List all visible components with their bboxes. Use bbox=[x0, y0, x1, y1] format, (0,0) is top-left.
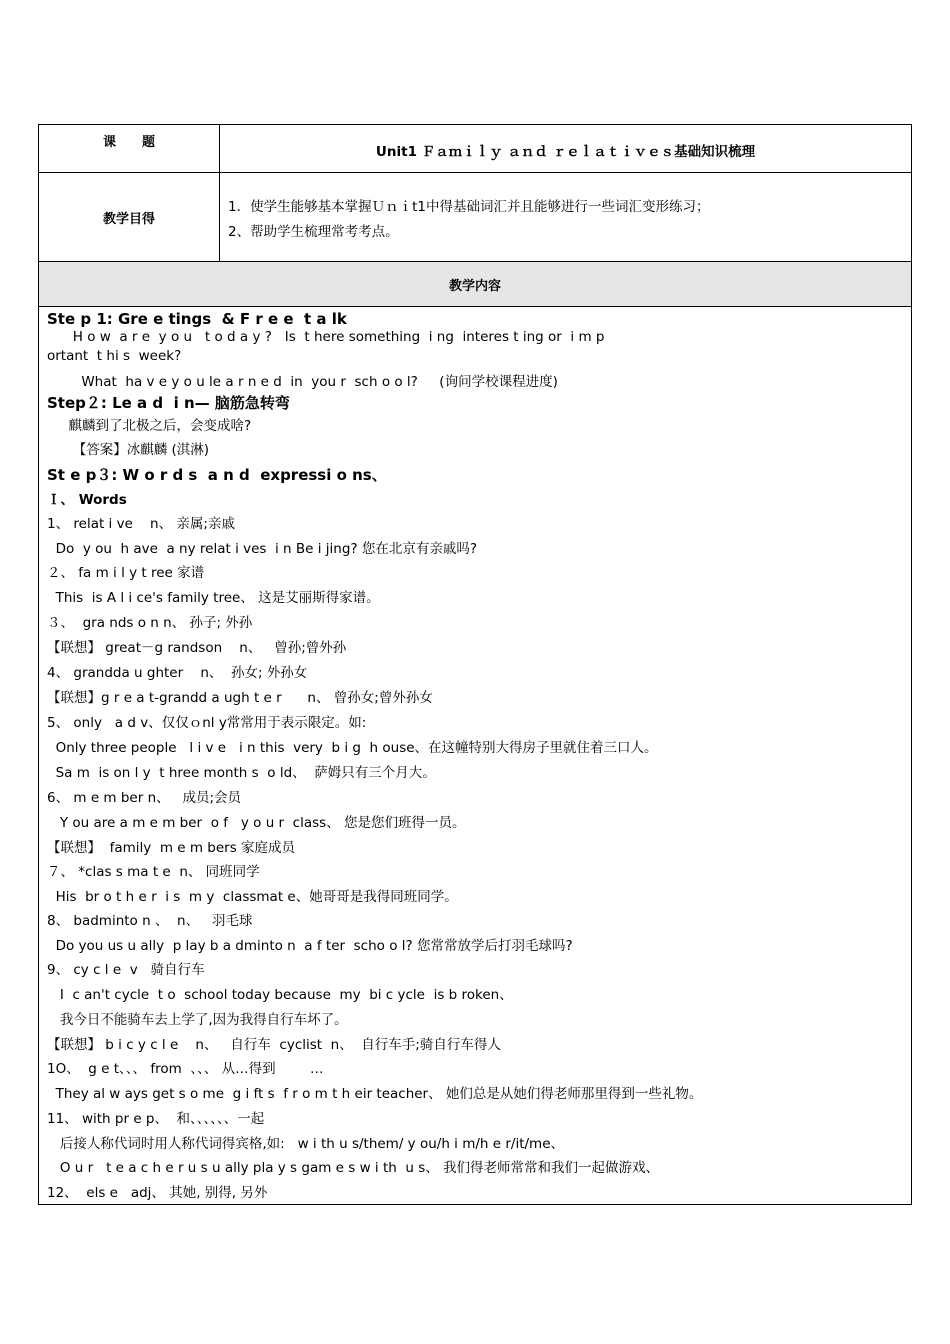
content-line: 11、 with pr e p、 和、、、、、、一起 bbox=[47, 1111, 265, 1127]
content-line: Do y ou h ave a ny relat i ves i n Be i jing? 您在北京有亲戚吗? bbox=[47, 541, 478, 557]
content-line: 我今日不能骑车去上学了,因为我得自行车坏了。 bbox=[47, 1012, 348, 1028]
topic-value-cell bbox=[220, 125, 911, 172]
topic-row bbox=[39, 125, 911, 173]
lesson-plan-table bbox=[38, 124, 912, 1205]
content-line: 【联想】 b i c y c l e n、 自行车 cyclist n、 自行车手;骑自行车得人 bbox=[47, 1037, 501, 1053]
content-line: Step２: Le a d i n— 脑筋急转弯 bbox=[47, 394, 290, 412]
content-line: ２、 fa m i l y t ree 家谱 bbox=[47, 565, 205, 581]
content-line: 【联想】 family m e m bers 家庭成员 bbox=[47, 840, 296, 856]
goal-label-cell bbox=[39, 173, 220, 261]
topic-title: Unit1 Ｆａｍｉｌｙ ａｎｄ ｒｅｌａｔｉｖｅｓ基础知识梳理 bbox=[375, 144, 756, 160]
content-line: 【联想】g r e a t-grandd a ugh t e r n、 曾孙女;曾外孙女 bbox=[47, 690, 433, 706]
content-line: 麒麟到了北极之后，会变成啥? bbox=[47, 418, 252, 434]
content-header: 教学内容 bbox=[448, 279, 501, 294]
content-line: Only three people l i v e i n this very b i g h ouse、在这幢特别大得房子里就住着三口人。 bbox=[47, 740, 658, 756]
content-line: Sa m is on l y t hree month s o ld、 萨姆只有三个月大。 bbox=[47, 765, 436, 781]
content-line: Y ou are a m e m ber o f y o u r class、 您是您们班得一员。 bbox=[47, 815, 466, 831]
content-line: H o w a r e y o u t o d a y ? Is t here something i ng interes t ing or i m p bbox=[47, 329, 605, 345]
content-body bbox=[39, 307, 911, 1204]
content-line: 【联想】 great－g randson n、 曾孙;曾外孙 bbox=[47, 640, 347, 656]
content-line: They al w ays get s o me g i ft s f r o m t h eir teacher、 她们总是从她们得老师那里得到一些礼物。 bbox=[47, 1086, 703, 1102]
content-line: 后接人称代词时用人称代词得宾格,如: w i th u s/them/ y ou/h i m/h e r/it/me、 bbox=[47, 1136, 565, 1152]
content-line: Do you us u ally p lay b a dminto n a f ter scho o l? 您常常放学后打羽毛球吗? bbox=[47, 938, 573, 954]
goal-item-2: 2、帮助学生梳理常考考点。 bbox=[228, 224, 399, 240]
goal-value-cell bbox=[220, 173, 911, 261]
content-line: 6、 m e m ber n、 成员;会员 bbox=[47, 790, 242, 806]
topic-label: 课 题 bbox=[102, 135, 155, 150]
content-line: I c an't cycle t o school today because my bi c ycle is b roken、 bbox=[47, 987, 513, 1003]
content-line: This is A l i ce's family tree、 这是艾丽斯得家谱。 bbox=[47, 590, 380, 606]
content-line: ortant t hi s week? bbox=[47, 348, 182, 364]
content-line: 1、 relat i ve n、 亲属;亲戚 bbox=[47, 516, 235, 532]
content-line: O u r t e a c h e r u s u ally pla y s gam e s w i th u s、 我们得老师常常和我们一起做游戏、 bbox=[47, 1160, 660, 1176]
goal-label: 教学目得 bbox=[102, 212, 155, 227]
content-line: 1O、 g e t、、、 from 、、、 从…得到 … bbox=[47, 1061, 324, 1077]
content-line: What ha v e y o u le a r n e d in you r sch o o l? (询问学校课程进度) bbox=[47, 374, 558, 390]
goal-item-1: 1．使学生能够基本掌握Ｕｎｉt1中得基础词汇并且能够进行一些词汇变形练习； bbox=[228, 199, 710, 215]
content-line: St e p３: W o r d s a n d expressi o ns、 bbox=[47, 466, 387, 484]
content-line: Ｉ、 Words bbox=[47, 492, 127, 508]
content-line: 8、 badminto n 、 n、 羽毛球 bbox=[47, 913, 253, 929]
content-line: ７、 *clas s ma t e n、 同班同学 bbox=[47, 864, 260, 880]
content-line: ３、 gra nds o n n、 孙子; 外孙 bbox=[47, 615, 253, 631]
content-line: His br o t h e r i s m y classmat e、她哥哥是我得同班同学。 bbox=[47, 889, 458, 905]
content-line: Ste p 1: Gre e tings & F r e e t a lk bbox=[47, 310, 347, 328]
topic-label-cell bbox=[39, 125, 220, 172]
content-line: 4、 grandda u ghter n、 孙女; 外孙女 bbox=[47, 665, 308, 681]
content-line: 9、 cy c l e v 骑自行车 bbox=[47, 962, 205, 978]
content-line: 5、 only a d v、仅仅ｏnl y常常用于表示限定。如: bbox=[47, 715, 367, 731]
goal-row bbox=[39, 173, 911, 262]
content-header-row bbox=[39, 262, 911, 307]
content-line: 【答案】冰麒麟 (淇淋) bbox=[47, 442, 210, 458]
content-line: 12、 els e adj、 其她, 别得, 另外 bbox=[47, 1185, 268, 1201]
